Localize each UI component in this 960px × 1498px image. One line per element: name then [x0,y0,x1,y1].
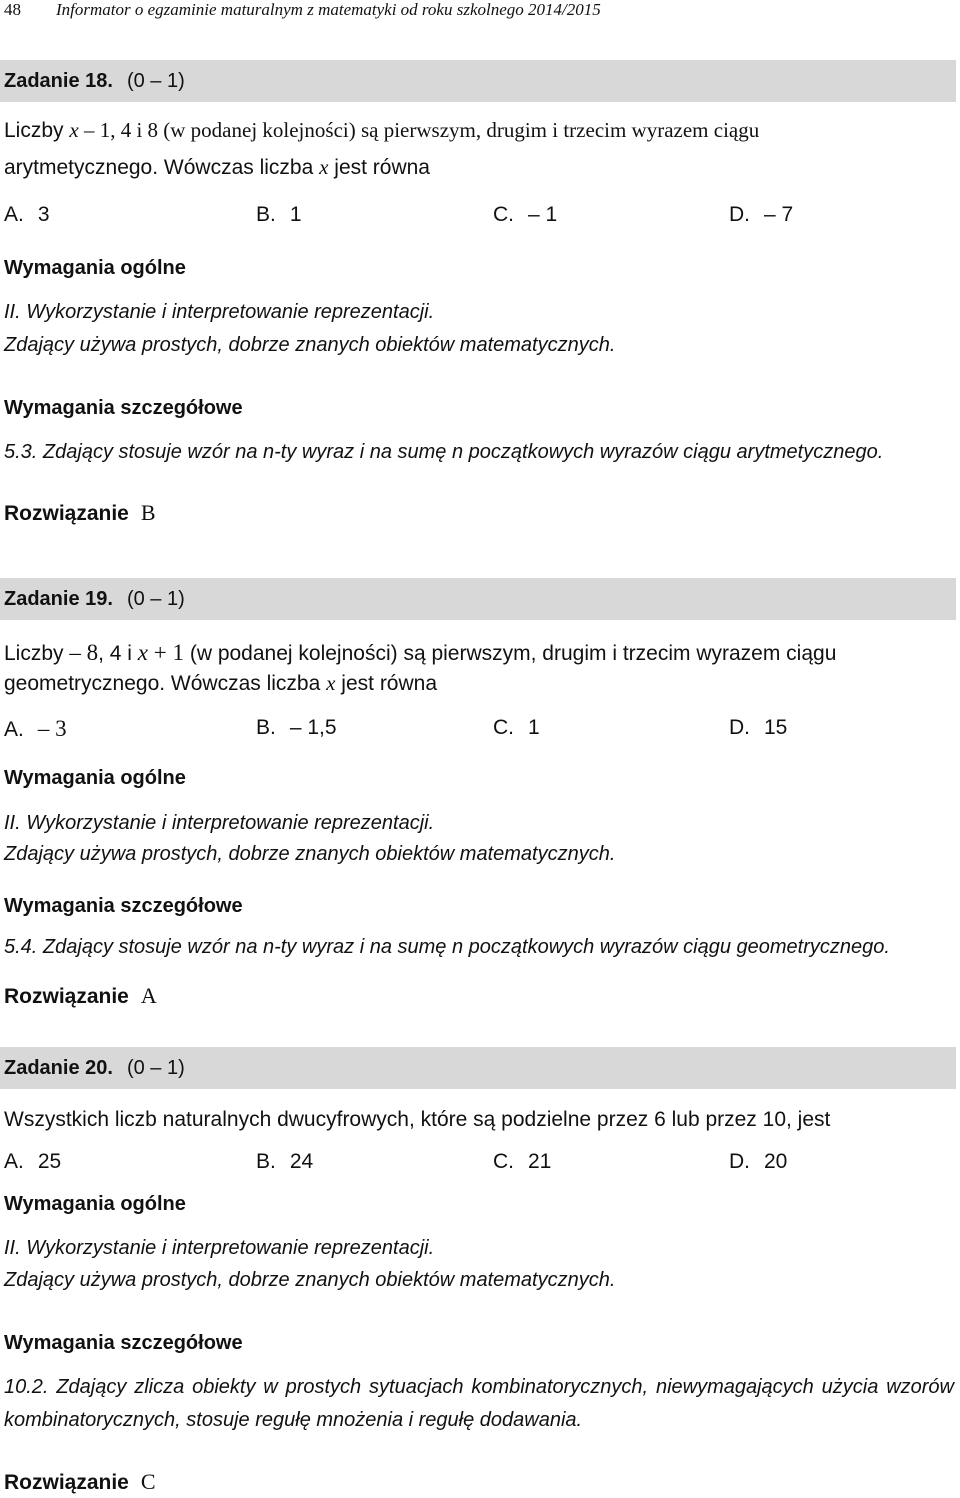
task-20-general-1: II. Wykorzystanie i interpretowanie reprezentacji. [4,1237,435,1259]
task-19-question-line2: geometrycznego. Wówczas liczba x jest równa [4,671,438,695]
task-19-points: (0 – 1) [126,588,185,610]
solution-label: Rozwiązanie [4,985,129,1008]
task-20-general-2: Zdający używa prostych, dobrze znanych obiektów matematycznych. [4,1269,616,1291]
task-18-question-line2: arytmetycznego. Wówczas liczba x jest równa [4,155,430,179]
task-19-label: Zadanie 19. [4,588,113,610]
task-19-detail-heading: Wymagania szczegółowe [4,895,243,917]
solution-label: Rozwiązanie [4,502,129,525]
task-18-header [0,60,956,102]
task-19-option-d: D. 15 [729,716,788,739]
task-20-header [0,1047,956,1089]
task-19-general-heading: Wymagania ogólne [4,767,186,789]
task-20-solution [4,1469,156,1495]
task-18-option-c: C. – 1 [493,203,558,226]
task-19-option-b: B. – 1,5 [256,716,337,739]
task-18-general-1: II. Wykorzystanie i interpretowanie reprezentacji. [4,301,435,323]
task-19-detail-text: 5.4. Zdający stosuje wzór na n-ty wyraz i na sumę n początkowych wyrazów ciągu geometrycznego. [4,936,890,958]
task-20-option-a: A. 25 [4,1150,62,1173]
task-20-option-d: D. 20 [729,1150,788,1173]
task-20-question: Wszystkich liczb naturalnych dwucyfrowych, które są podzielne przez 6 lub przez 10, jest [4,1108,831,1131]
task-20-detail-text: 10.2. Zdający zlicza obiekty w prostych sytuacjach kombinatorycznych, niewymagających użycia wzorów kombinatorycznych, stosuje regułę mnożenia i regułę dodawania. [4,1376,954,1431]
task-19-option-c: C. 1 [493,716,540,739]
task-18-detail-text: 5.3. Zdający stosuje wzór na n-ty wyraz i na sumę n początkowych wyrazów ciągu arytmetycznego. [4,441,884,463]
task-18-question-line1: Liczby x – 1, 4 i 8 (w podanej kolejności) są pierwszym, drugim i trzecim wyrazem ciągu [4,118,760,142]
task-18-general-2: Zdający używa prostych, dobrze znanych obiektów matematycznych. [4,334,616,356]
task-18-option-d: D. – 7 [729,203,794,226]
solution-answer: A [140,983,157,1008]
solution-answer: C [140,1469,156,1494]
solution-answer: B [140,500,156,525]
task-19-question-line1: Liczby – 8, 4 i x + 1 (w podanej kolejności) są pierwszym, drugim i trzecim wyrazem ciągu [4,640,837,665]
task-18-detail-heading: Wymagania szczegółowe [4,397,243,419]
task-20-option-c: C. 21 [493,1150,552,1173]
page-number: 48 [4,0,21,19]
task-18-solution [4,500,156,526]
solution-label: Rozwiązanie [4,1471,129,1494]
task-18-points: (0 – 1) [126,70,185,92]
task-18-general-heading: Wymagania ogólne [4,257,186,279]
task-18-option-b: B. 1 [256,203,302,226]
variable-x: x [69,118,79,142]
task-20-general-heading: Wymagania ogólne [4,1193,186,1215]
task-19-solution [4,983,157,1009]
page-header [4,0,601,20]
task-18-option-a: A. 3 [4,203,50,226]
task-19-option-a: A. – 3 [4,716,67,741]
task-19-general-2: Zdający używa prostych, dobrze znanych obiektów matematycznych. [4,843,616,865]
task-20-points: (0 – 1) [126,1057,185,1079]
task-20-label: Zadanie 20. [4,1057,113,1079]
task-18-label: Zadanie 18. [4,70,113,92]
task-19-general-1: II. Wykorzystanie i interpretowanie reprezentacji. [4,812,435,834]
task-20-detail-heading: Wymagania szczegółowe [4,1332,243,1354]
task-19-header [0,578,956,620]
page-header-title: Informator o egzaminie maturalnym z matematyki od roku szkolnego 2014/2015 [56,0,601,19]
task-20-option-b: B. 24 [256,1150,314,1173]
